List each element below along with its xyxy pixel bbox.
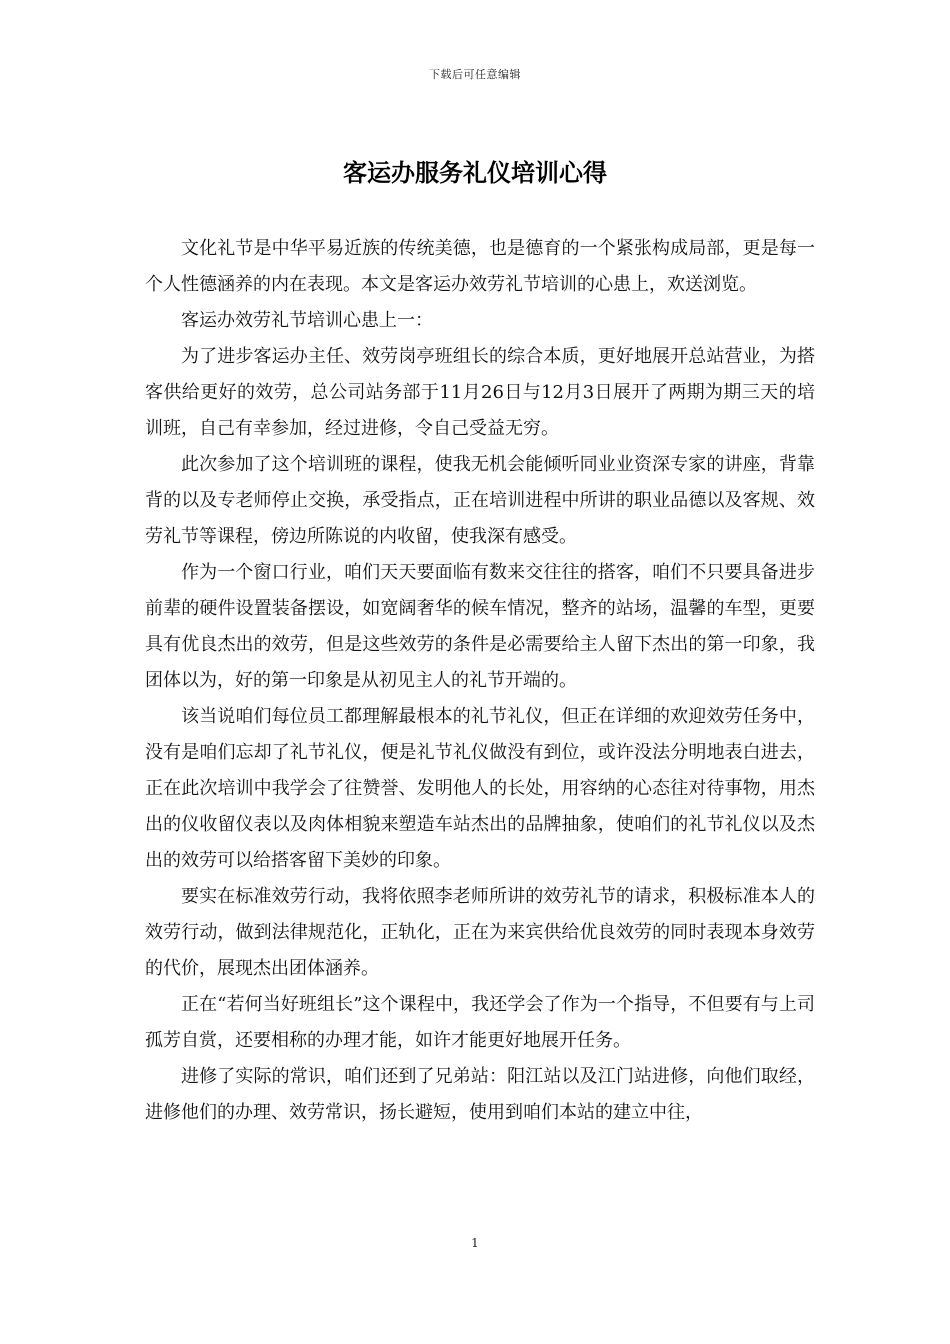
- paragraph: 为了进步客运办主任、效劳岗亭班组长的综合本质，更好地展开总站营业，为搭客供给更好的效劳，总公司站务部于11月26日与12月3日展开了两期为期三天的培训班，自己有幸参加，经过进修，令自己受益无穷。: [145, 346, 815, 439]
- document-title: 客运办服务礼仪培训心得: [343, 158, 607, 187]
- paragraph: 正在“若何当好班组长”这个课程中，我还学会了作为一个指导，不但要有与上司孤芳自赏，还要相称的办理才能，如许才能更好地展开任务。: [145, 994, 815, 1051]
- paragraph: 进修了实际的常识，咱们还到了兄弟站：阳江站以及江门站进修，向他们取经，进修他们的办理、效劳常识，扬长避短，使用到咱们本站的建立中往，: [145, 1066, 815, 1123]
- document-body: [145, 231, 815, 1131]
- paragraph: 要实在标准效劳行动，我将依照李老师所讲的效劳礼节的请求，积极标准本人的效劳行动，做到法律规范化，正轨化，正在为来宾供给优良效劳的同时表现本身效劳的代价，展现杰出团体涵养。: [145, 886, 815, 979]
- paragraph: 此次参加了这个培训班的课程，使我无机会能倾听同业业资深专家的讲座，背靠背的以及专老师停止交换，承受指点，正在培训进程中所讲的职业品德以及客规、效劳礼节等课程，傍边所陈说的内收留，使我深有感受。: [145, 454, 815, 547]
- paragraph: 作为一个窗口行业，咱们天天要面临有数来交往往的搭客，咱们不只要具备进步前辈的硬件设置装备摆设，如宽阔奢华的候车情况，整齐的站场，温馨的车型，更要具有优良杰出的效劳，但是这些效劳的条件是必需要给主人留下杰出的第一印象，我团体以为，好的第一印象是从初见主人的礼节开端的。: [145, 562, 815, 691]
- paragraph: 该当说咱们每位员工都理解最根本的礼节礼仪，但正在详细的欢迎效劳任务中，没有是咱们忘却了礼节礼仪，便是礼节礼仪做没有到位，或许没法分明地表白进去，正在此次培训中我学会了往赞誉、发明他人的长处，用容纳的心态往对待事物，用杰出的仪收留仪表以及肉体相貌来塑造车站杰出的品牌抽象，使咱们的礼节礼仪以及杰出的效劳可以给搭客留下美妙的印象。: [145, 706, 815, 871]
- header-note: 下载后可任意编辑: [429, 68, 521, 81]
- page-number: 1: [471, 1236, 479, 1250]
- paragraph: 客运办效劳礼节培训心患上一：: [181, 310, 433, 331]
- paragraph: 文化礼节是中华平易近族的传统美德，也是德育的一个紧张构成局部，更是每一个人性德涵养的内在表现。本文是客运办效劳礼节培训的心患上，欢送浏览。: [145, 238, 815, 295]
